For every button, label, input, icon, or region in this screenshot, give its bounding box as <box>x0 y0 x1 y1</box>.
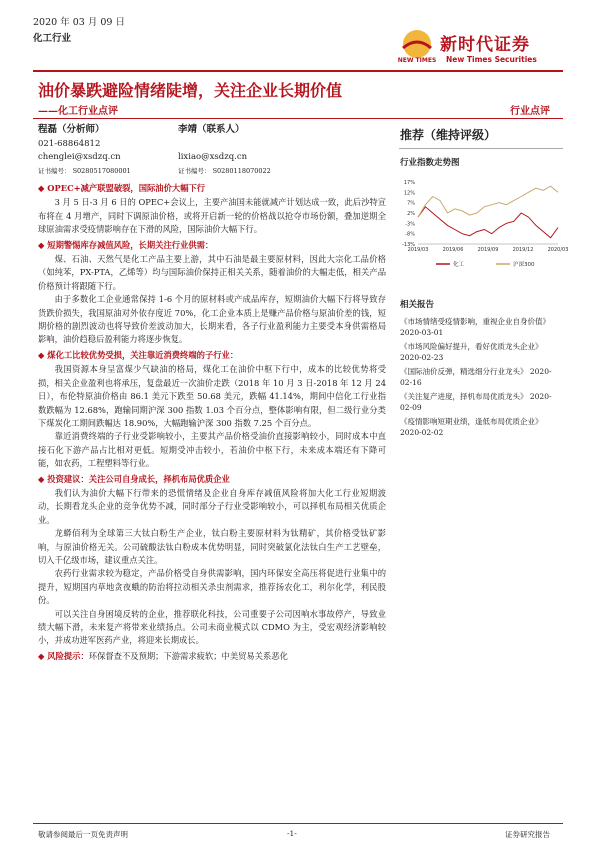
section-2-head <box>38 239 386 252</box>
y-tick-label: -3% <box>405 221 415 228</box>
logo-text: NEW TIMES <box>397 57 437 64</box>
related-report-item[interactable] <box>400 366 563 389</box>
industry-label: 化工行业 <box>33 33 72 44</box>
chart-title: 行业指数走势图 <box>400 158 460 168</box>
bullet-icon: ◆ <box>38 239 48 250</box>
related-report-title: 《市场风险偏好提升，看好优质龙头企业》 <box>400 341 543 351</box>
related-report-date: 2020-02-02 <box>400 428 444 437</box>
author-2 <box>178 123 271 178</box>
y-tick-label: 12% <box>403 190 415 197</box>
author-1-name: 程磊（分析师） <box>38 124 105 135</box>
author-1-phone: 021-68864812 <box>38 138 101 149</box>
x-tick-label: 2019/09 <box>477 247 499 253</box>
x-tick-label: 2019/12 <box>512 247 534 253</box>
chart-axes <box>402 180 568 253</box>
series-line-0 <box>418 207 558 238</box>
title-divider <box>33 118 563 119</box>
section-1-para-1: 3 月 5 日-3 月 6 日的 OPEC+会议上，主要产油国未能就减产计划达成一致，此后沙特宣布将在 4 月增产，同时下调原油价格，或将开启新一轮的价格战以抢夺市场份额，叠加逆期全球原油需求受疫情影响存在下滑的风险，国际油价大幅下行。 <box>38 197 386 235</box>
x-tick-label: 2019/06 <box>442 247 464 253</box>
bullet-icon: ◆ <box>38 183 48 193</box>
section-4-para-4: 可以关注自身困境反转的企业，推荐联化科技，公司重要子公司因响水事故停产，导致业绩大幅下滑，未来复产将带来业绩扬点。公司未商业模式以 CDMO 为主，受宏观经济影响较小，并成功进军医药产业，将迎来长期成长。 <box>38 608 386 646</box>
section-4-head <box>38 473 386 486</box>
related-report-item[interactable] <box>400 316 563 339</box>
section-4-title: 投资建议：关注公司自身成长，择机布局优质企业 <box>47 473 230 484</box>
report-date: 2020 年 03 月 09 日 <box>33 17 125 28</box>
x-tick-label: 2019/03 <box>407 247 429 253</box>
related-reports <box>400 300 563 441</box>
footer-disclaimer: 敬请参阅最后一页免责声明 <box>38 830 128 839</box>
brand-name-en: New Times Securities <box>446 55 537 64</box>
bullet-icon: ◆ <box>38 650 48 661</box>
section-3-para-1: 我国资源本身呈富煤少气缺油的格局，煤化工在油价中枢下行中，成本的比较优势将受损，相关企业盈利也将承压，复盘最近一次油价走跌（2018 年 10 月 3 日-2018 年 12 月 24 日），布伦特原油价格由 86.1 美元下跌至 50.68 美元，跌幅 41.14%，期间中信化工行业指数跌幅为 12.68%，跑输同期沪深 300 指数 1.03 个百分点，整体影响有限，但二级行业分类下煤炭化工期间跌幅达 18.90%，大幅跑输沪深 300 指数 7.25 个百分点。 <box>38 364 386 428</box>
author-1 <box>38 123 131 178</box>
series-line-1 <box>418 186 558 217</box>
related-report-item[interactable] <box>400 391 563 414</box>
brand-logo-icon <box>397 26 437 66</box>
related-report-date: 2020-03-01 <box>400 328 444 337</box>
y-tick-label: 7% <box>407 200 415 207</box>
report-subtitle: ——化工行业点评 <box>38 106 118 117</box>
legend-label: 化工 <box>453 262 465 268</box>
report-body <box>38 180 386 664</box>
risk-text: 环保督查不及预期；下游需求疲软；中美贸易关系恶化 <box>88 650 288 661</box>
author-1-email[interactable]: chenglei@xsdzq.cn <box>38 152 121 162</box>
rating: 推荐（维持评级） <box>400 128 497 142</box>
related-report-title: 《疫情影响短期业绩，逢低布局优质企业》 <box>400 416 543 426</box>
related-report-title: 《市场情绪受疫情影响，重视企业自身价值》 <box>400 316 550 326</box>
author-2-name: 李靖（联系人） <box>178 124 245 135</box>
risk-title: 风险提示： <box>47 650 89 661</box>
index-trend-chart <box>396 176 569 272</box>
y-tick-label: 17% <box>403 180 415 186</box>
y-tick-label: -8% <box>405 231 415 238</box>
chart-series <box>418 186 558 238</box>
bullet-icon: ◆ <box>38 349 48 360</box>
legend-label: 沪深300 <box>513 262 535 268</box>
related-report-date: 2020-02-16 <box>400 366 552 387</box>
y-tick-label: 2% <box>407 211 415 217</box>
section-3-para-2: 靠近消费终端的子行业受影响较小，主要其产品价格受油价直接影响较小，同时成本中直接石化下游产品占比相对更低。短期受冲击较小，若油价中枢下行，未来成本端还有下降可能，如农药，工程塑料等行业。 <box>38 431 386 469</box>
chart-legend <box>436 260 535 268</box>
section-4-para-1: 我们认为油价大幅下行带来的恐慌情绪及企业自身库存减值风险将加大化工行业短期波动，长期看龙头企业的竞争优势不减，同时部分子行业受影响较小，可以择机布局相关优质企业。 <box>38 487 386 525</box>
x-tick-label: 2020/03 <box>547 247 569 253</box>
section-3-head <box>38 349 386 362</box>
related-report-date: 2020-02-09 <box>400 391 552 412</box>
report-title: 油价暴跌避险情绪陡增，关注企业长期价值 <box>38 81 343 100</box>
section-4-para-3: 农药行业需求较为稳定，产品价格受自身供需影响，国内环保安全高压将促进行业集中的提升，短期国内草地贪夜蛾的防治将拉动相关杀虫剂需求，推荐扬农化工，利尔化学，利民股份。 <box>38 568 386 606</box>
section-4-para-2: 龙蟒佰利为全球第三大钛白粉生产企业，钛白粉主要原材料为钛精矿，其价格受钛矿影响，与原油价格无关。公司硫酸法钛白粉成本优势明显，同时突破氯化法钛白生产工艺壁垒，切入千亿级市场，建议重点关注。 <box>38 528 386 565</box>
page-number: -1- <box>287 829 297 838</box>
author-2-cert: 证书编号： S0280118070022 <box>178 166 271 175</box>
section-2-para-1: 煤、石油、天然气是化工产品主要上游，其中石油是最主要原材料，因此大宗化工品价格（如纯苯，PX-PTA，乙烯等）均与国际油价保持正相关关系，随着油价的大幅走低，相关产品价格预计将跟随下行。 <box>38 254 386 291</box>
related-reports-head: 相关报告 <box>400 300 435 310</box>
related-report-title: 《关注复产进度，择机布局优质龙头》 <box>400 391 528 401</box>
related-report-item[interactable] <box>400 341 563 364</box>
section-3-title: 煤化工比较优势受损，关注靠近消费终端的子行业： <box>47 349 239 360</box>
section-2-para-2: 由于多数化工企业通常保持 1-6 个月的原材料或产成品库存，短期油价大幅下行将导致存货跌价损失，我国原油对外依存度近 70%，化工企业本质上是赚产品价格与原油价差的钱，短期价格的剧烈波动也将导致价差波动加大，长期来看，各子行业盈利能力主要受本身供需格局影响，油价趋稳后盈利能力将逐步恢复。 <box>38 294 386 345</box>
author-1-cert: 证书编号： S0280517080001 <box>38 166 131 175</box>
report-type-tag: 行业点评 <box>510 106 550 117</box>
section-1-head <box>38 182 386 195</box>
risk-line <box>38 650 386 663</box>
bullet-icon: ◆ <box>38 473 48 484</box>
related-report-title: 《国际油价反弹，精选细分行业龙头》 <box>400 366 528 376</box>
rating-divider <box>399 148 563 149</box>
header-divider <box>33 70 563 72</box>
footer-divider <box>33 823 563 824</box>
related-report-date: 2020-02-23 <box>400 353 444 362</box>
footer-report-type: 证券研究报告 <box>505 830 550 839</box>
section-1-title: OPEC+减产联盟破裂，国际油价大幅下行 <box>47 183 206 193</box>
related-report-item[interactable] <box>400 416 563 439</box>
author-2-email[interactable]: lixiao@xsdzq.cn <box>178 152 248 162</box>
y-tick-label: -13% <box>402 242 415 248</box>
brand-name-cn: 新时代证券 <box>440 35 530 55</box>
section-2-title: 短期警惕库存减值风险，长期关注行业供需： <box>47 239 214 250</box>
